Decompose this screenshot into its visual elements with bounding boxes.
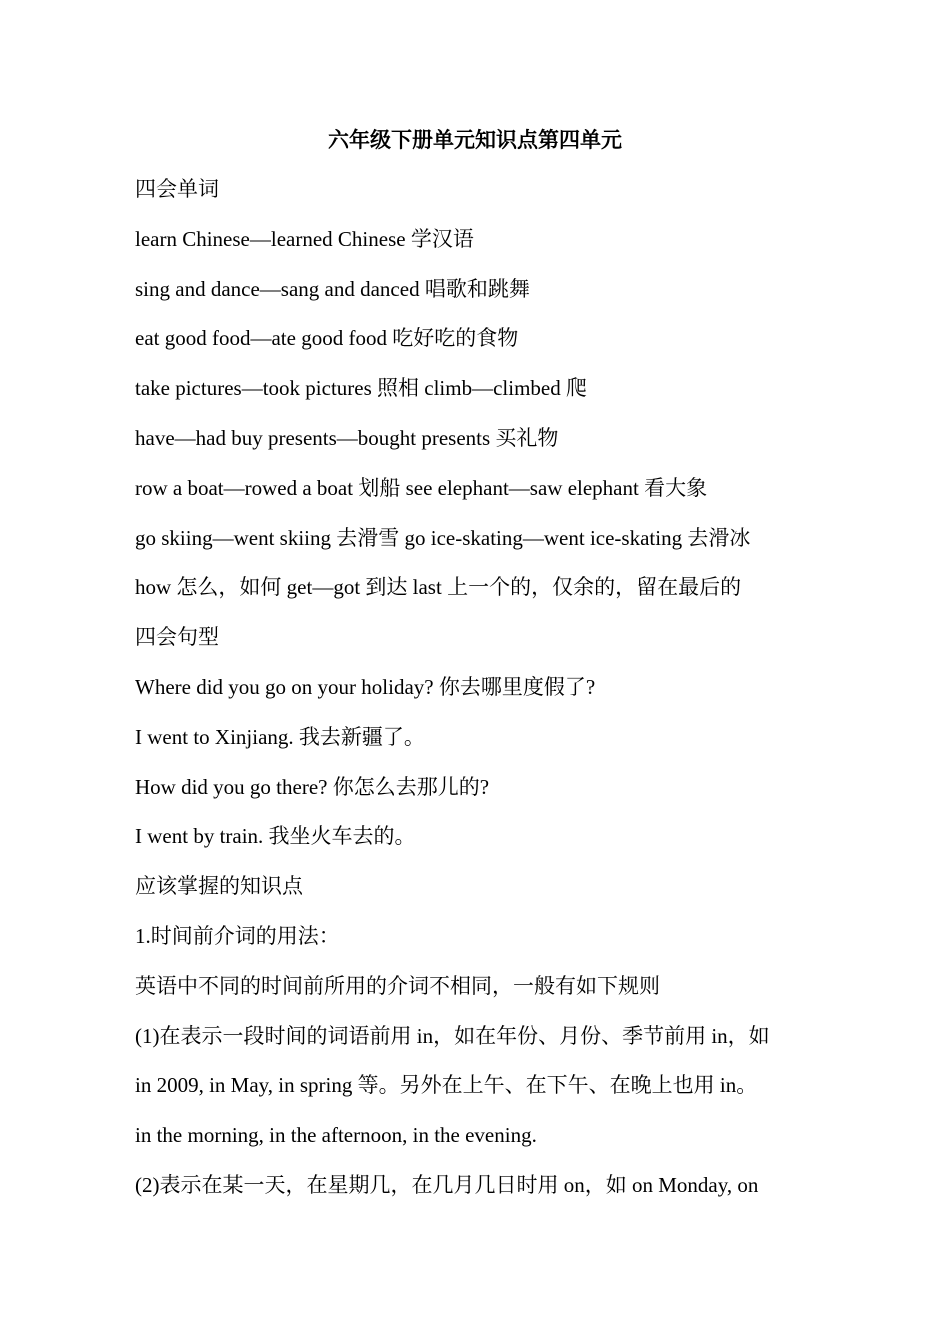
text-line: I went to Xinjiang. 我去新疆了。 [135,724,425,749]
text-line: row a boat—rowed a boat 划船 see elephant—saw elephant 看大象 [135,475,708,500]
text-line: go skiing—went skiing 去滑雪 go ice-skating—went ice-skating 去滑冰 [135,525,751,550]
text-line: in 2009, in May, in spring 等。另外在上午、在下午、在晚上也用 in。 [135,1073,758,1098]
text-line: (1)在表示一段时间的词语前用 in，如在年份、月份、季节前用 in，如 [135,1023,770,1048]
text-line: Where did you go on your holiday? 你去哪里度假了? [135,674,596,699]
text-line: how 怎么，如何 get—got 到达 last 上一个的，仅余的，留在最后的 [135,575,742,600]
text-line: take pictures—took pictures 照相 climb—climbed 爬 [135,376,587,401]
text-line: in the morning, in the afternoon, in the evening. [135,1123,537,1148]
section-heading: 应该掌握的知识点 [135,874,303,899]
text-line: 1.时间前介词的用法： [135,923,340,948]
section-heading: 四会单词 [135,177,219,201]
text-line: (2)表示在某一天，在星期几，在几月几日时用 on，如 on Monday, on [135,1172,759,1197]
text-line: sing and dance—sang and danced 唱歌和跳舞 [135,276,530,301]
document-title: 六年级下册单元知识点第四单元 [328,128,622,152]
text-line: I went by train. 我坐火车去的。 [135,824,416,849]
text-line: have—had buy presents—bought presents 买礼物 [135,425,559,450]
document-body [135,165,835,1211]
text-line: How did you go there? 你怎么去那儿的? [135,774,490,799]
text-line: 英语中不同的时间前所用的介词不相同，一般有如下规则 [135,973,660,998]
text-line: eat good food—ate good food 吃好吃的食物 [135,326,519,351]
text-line: learn Chinese—learned Chinese 学汉语 [135,226,474,251]
section-heading: 四会句型 [135,625,219,650]
